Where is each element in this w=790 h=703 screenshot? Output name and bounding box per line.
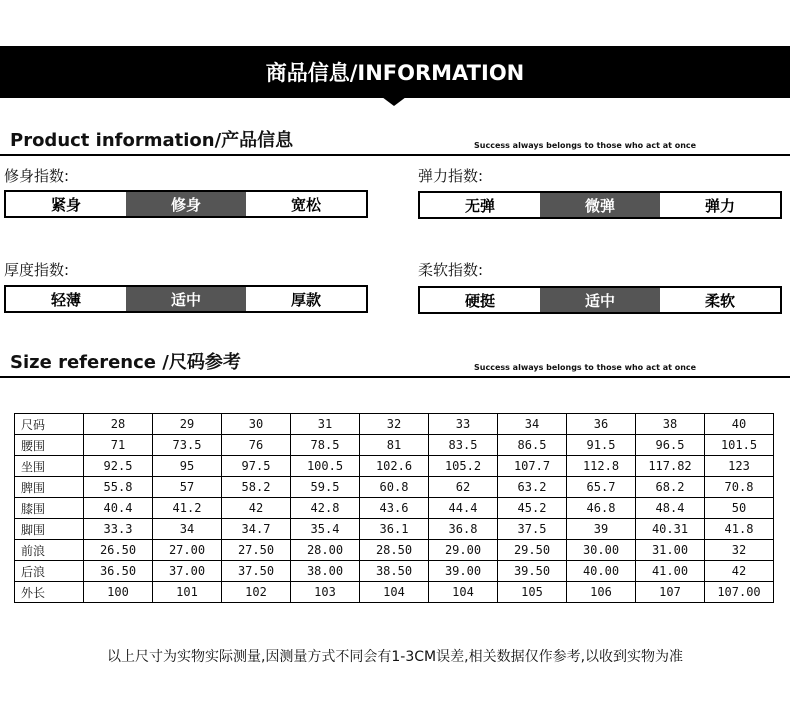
size-table	[14, 413, 774, 603]
table-row-label: 坐围	[15, 456, 84, 477]
table-cell: 40.00	[567, 561, 636, 582]
table-cell: 36.50	[84, 561, 153, 582]
table-cell: 105.2	[429, 456, 498, 477]
table-row-label: 前浪	[15, 540, 84, 561]
table-row-label: 外长	[15, 582, 84, 603]
stretch-option-elastic: 弹力	[660, 193, 780, 217]
table-row-label: 尺码	[15, 414, 84, 435]
section-divider	[0, 376, 790, 378]
table-cell: 36.8	[429, 519, 498, 540]
table-cell: 30.00	[567, 540, 636, 561]
table-cell: 34	[153, 519, 222, 540]
table-row-label: 腰围	[15, 435, 84, 456]
table-row	[15, 498, 774, 519]
table-cell: 92.5	[84, 456, 153, 477]
table-cell: 28.50	[360, 540, 429, 561]
table-cell: 39.00	[429, 561, 498, 582]
stretch-index-label: 弹力指数:	[418, 167, 484, 185]
thickness-option-thick: 厚款	[246, 287, 366, 311]
table-cell: 38.50	[360, 561, 429, 582]
table-cell: 123	[705, 456, 774, 477]
table-cell: 33.3	[84, 519, 153, 540]
information-banner	[0, 46, 790, 98]
table-cell: 26.50	[84, 540, 153, 561]
table-cell: 41.8	[705, 519, 774, 540]
table-cell: 78.5	[291, 435, 360, 456]
size-reference-title: Size reference /尺码参考	[10, 352, 241, 373]
thickness-option-thin: 轻薄	[6, 287, 126, 311]
measurement-note: 以上尺寸为实物实际测量,因测量方式不同会有1-3CM误差,相关数据仅作参考,以收到实物为准	[106, 649, 684, 665]
table-cell: 107.00	[705, 582, 774, 603]
table-cell: 107	[636, 582, 705, 603]
table-cell: 32	[705, 540, 774, 561]
product-information-header	[0, 126, 790, 156]
table-cell: 57	[153, 477, 222, 498]
table-row-label: 后浪	[15, 561, 84, 582]
table-cell: 101	[153, 582, 222, 603]
table-cell: 33	[429, 414, 498, 435]
thickness-option-medium: 适中	[126, 287, 246, 311]
stretch-option-slight: 微弹	[540, 193, 660, 217]
table-cell: 34	[498, 414, 567, 435]
table-cell: 45.2	[498, 498, 567, 519]
table-cell: 32	[360, 414, 429, 435]
table-cell: 37.00	[153, 561, 222, 582]
table-cell: 58.2	[222, 477, 291, 498]
fit-option-tight: 紧身	[6, 192, 126, 216]
table-row	[15, 414, 774, 435]
table-cell: 28.00	[291, 540, 360, 561]
table-cell: 107.7	[498, 456, 567, 477]
table-cell: 41.2	[153, 498, 222, 519]
table-cell: 38	[636, 414, 705, 435]
table-cell: 100.5	[291, 456, 360, 477]
table-cell: 31	[291, 414, 360, 435]
table-row-label: 脾围	[15, 477, 84, 498]
product-information-title: Product information/产品信息	[10, 130, 294, 151]
table-cell: 29.50	[498, 540, 567, 561]
table-cell: 34.7	[222, 519, 291, 540]
thickness-index-label: 厚度指数:	[4, 261, 70, 279]
table-cell: 86.5	[498, 435, 567, 456]
table-cell: 63.2	[498, 477, 567, 498]
table-cell: 101.5	[705, 435, 774, 456]
table-cell: 112.8	[567, 456, 636, 477]
table-cell: 105	[498, 582, 567, 603]
softness-index-label: 柔软指数:	[418, 261, 484, 279]
table-cell: 43.6	[360, 498, 429, 519]
table-cell: 50	[705, 498, 774, 519]
table-row	[15, 435, 774, 456]
stretch-index-scale	[418, 191, 782, 219]
fit-option-loose: 宽松	[246, 192, 366, 216]
size-reference-slogan: Success always belongs to those who act at once	[474, 363, 697, 372]
table-cell: 59.5	[291, 477, 360, 498]
table-cell: 42	[222, 498, 291, 519]
softness-option-medium: 适中	[540, 288, 660, 312]
softness-option-soft: 柔软	[660, 288, 780, 312]
softness-option-stiff: 硬挺	[420, 288, 540, 312]
table-cell: 42.8	[291, 498, 360, 519]
table-cell: 60.8	[360, 477, 429, 498]
table-cell: 106	[567, 582, 636, 603]
product-information-slogan: Success always belongs to those who act at once	[474, 141, 697, 150]
banner-notch	[382, 97, 406, 106]
banner-title: 商品信息/INFORMATION	[265, 61, 525, 85]
table-cell: 37.50	[222, 561, 291, 582]
table-row-label: 膝围	[15, 498, 84, 519]
table-cell: 102.6	[360, 456, 429, 477]
table-cell: 100	[84, 582, 153, 603]
fit-index-label: 修身指数:	[4, 167, 70, 185]
table-row	[15, 561, 774, 582]
table-row	[15, 456, 774, 477]
table-cell: 40.31	[636, 519, 705, 540]
table-cell: 28	[84, 414, 153, 435]
table-cell: 73.5	[153, 435, 222, 456]
table-cell: 83.5	[429, 435, 498, 456]
table-cell: 96.5	[636, 435, 705, 456]
fit-index-scale	[4, 190, 368, 218]
table-cell: 68.2	[636, 477, 705, 498]
table-cell: 37.5	[498, 519, 567, 540]
table-cell: 48.4	[636, 498, 705, 519]
table-cell: 39.50	[498, 561, 567, 582]
table-cell: 65.7	[567, 477, 636, 498]
fit-option-slim: 修身	[126, 192, 246, 216]
table-cell: 40	[705, 414, 774, 435]
table-cell: 29	[153, 414, 222, 435]
table-cell: 55.8	[84, 477, 153, 498]
table-cell: 36.1	[360, 519, 429, 540]
table-cell: 29.00	[429, 540, 498, 561]
table-cell: 117.82	[636, 456, 705, 477]
stretch-option-none: 无弹	[420, 193, 540, 217]
table-row	[15, 519, 774, 540]
table-cell: 91.5	[567, 435, 636, 456]
table-cell: 36	[567, 414, 636, 435]
table-cell: 44.4	[429, 498, 498, 519]
table-cell: 102	[222, 582, 291, 603]
table-cell: 62	[429, 477, 498, 498]
table-cell: 76	[222, 435, 291, 456]
table-cell: 31.00	[636, 540, 705, 561]
size-reference-header	[0, 348, 790, 378]
table-cell: 95	[153, 456, 222, 477]
table-cell: 71	[84, 435, 153, 456]
table-row	[15, 477, 774, 498]
table-cell: 40.4	[84, 498, 153, 519]
table-cell: 30	[222, 414, 291, 435]
table-cell: 81	[360, 435, 429, 456]
table-row-label: 脚围	[15, 519, 84, 540]
table-cell: 104	[360, 582, 429, 603]
table-cell: 41.00	[636, 561, 705, 582]
softness-index-scale	[418, 286, 782, 314]
table-cell: 38.00	[291, 561, 360, 582]
table-cell: 97.5	[222, 456, 291, 477]
table-cell: 27.50	[222, 540, 291, 561]
table-cell: 39	[567, 519, 636, 540]
table-row	[15, 582, 774, 603]
table-cell: 35.4	[291, 519, 360, 540]
thickness-index-scale	[4, 285, 368, 313]
table-cell: 70.8	[705, 477, 774, 498]
table-cell: 27.00	[153, 540, 222, 561]
table-cell: 42	[705, 561, 774, 582]
table-cell: 104	[429, 582, 498, 603]
section-divider	[0, 154, 790, 156]
table-cell: 46.8	[567, 498, 636, 519]
table-row	[15, 540, 774, 561]
table-cell: 103	[291, 582, 360, 603]
